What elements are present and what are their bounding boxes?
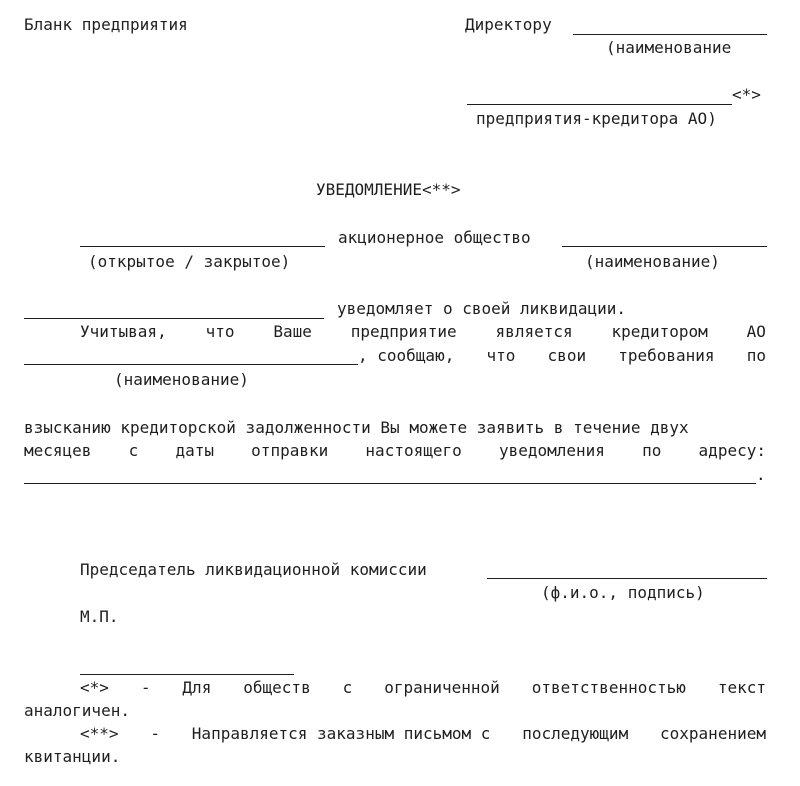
footnote-word: <**> <box>80 724 119 743</box>
body-line-3 <box>358 346 766 366</box>
director-blank <box>573 34 767 35</box>
document-title: УВЕДОМЛЕНИЕ<**> <box>316 180 461 199</box>
chairman-label: Председатель ликвидационной комиссии <box>80 560 427 579</box>
footnote-word: с <box>342 678 353 697</box>
footnote-word: сохранением <box>660 724 766 743</box>
address-end: . <box>756 465 766 484</box>
body-word: с <box>128 441 139 460</box>
body-line-5 <box>24 441 766 461</box>
name-hint-open: (наименование <box>606 38 732 57</box>
body-word: Ваше <box>273 322 312 341</box>
body-word: Учитывая, <box>80 322 167 341</box>
footnote-word: - <box>140 678 151 697</box>
enterprise-name-hint: (наименование) <box>114 370 249 389</box>
body-word: что <box>486 346 516 365</box>
footnote-word: ответственностью <box>531 678 686 697</box>
body-word: по <box>746 346 766 365</box>
body-word: АО <box>746 322 766 341</box>
body-word: предприятие <box>350 322 457 341</box>
signature-blank <box>487 578 767 579</box>
address-blank <box>24 483 756 484</box>
footnote-word: Для <box>182 678 212 697</box>
footnote-2 <box>80 724 766 744</box>
footnote-word: обществ <box>243 678 311 697</box>
stamp-label: М.П. <box>80 607 119 626</box>
footnote-word: последующим <box>522 724 629 743</box>
company-name-blank <box>562 246 767 247</box>
letterhead-label: Бланк предприятия <box>24 15 188 34</box>
director-label: Директору <box>465 15 552 34</box>
footnote-1-end: аналогичен. <box>24 701 130 720</box>
body-word: является <box>495 322 573 341</box>
company-line-middle: акционерное общество <box>338 228 531 247</box>
footnote-separator <box>80 674 294 675</box>
body-line-4: взысканию кредиторской задолженности Вы можете заявить в течение двух <box>24 418 689 437</box>
body-word: требования <box>618 346 715 365</box>
creditor-name-blank <box>467 104 732 105</box>
enterprise-name-blank <box>24 364 358 365</box>
creditor-hint-close: предприятия-кредитора АО) <box>476 109 717 128</box>
body-word: месяцев <box>24 441 92 460</box>
footnote-word: текст <box>717 678 766 697</box>
footnote-ref-1: <*> <box>732 85 761 104</box>
footnote-word: Направляется заказным письмом с <box>191 724 491 743</box>
company-type-hint: (открытое / закрытое) <box>88 252 291 271</box>
liquidation-text: уведомляет о своей ликвидации. <box>337 299 626 318</box>
signature-hint: (ф.и.о., подпись) <box>541 583 705 602</box>
footnote-2-end: квитанции. <box>24 747 121 766</box>
body-word: даты <box>175 441 214 460</box>
body-word: кредитором <box>611 322 708 341</box>
company-name-hint: (наименование) <box>585 252 720 271</box>
body-word: настоящего <box>365 441 462 460</box>
footnote-word: <*> <box>80 678 109 697</box>
company-blank <box>24 318 324 319</box>
footnote-word: - <box>150 724 160 743</box>
body-line-2 <box>80 322 766 342</box>
company-type-blank <box>80 246 325 247</box>
body-word: свои <box>547 346 587 365</box>
footnote-1 <box>80 678 766 698</box>
body-word: адресу: <box>698 441 766 460</box>
body-word: , сообщаю, <box>358 346 455 365</box>
body-word: что <box>205 322 235 341</box>
body-word: по <box>642 441 662 460</box>
footnote-word: ограниченной <box>384 678 500 697</box>
body-word: уведомления <box>498 441 605 460</box>
body-word: отправки <box>251 441 329 460</box>
